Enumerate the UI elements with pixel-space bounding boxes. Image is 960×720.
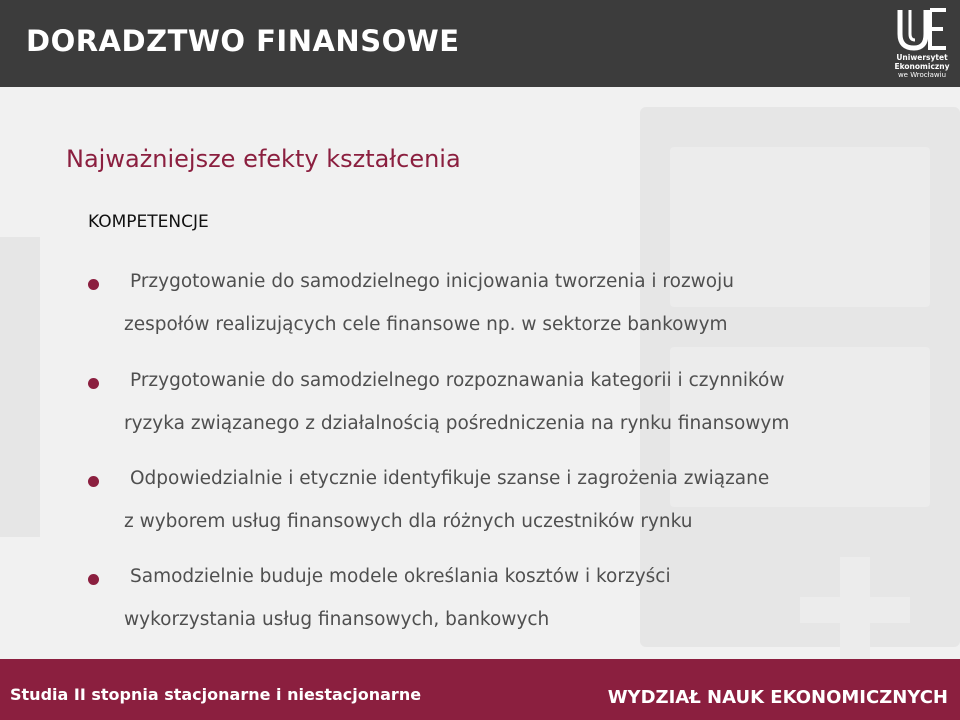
section-label: KOMPETENCJE <box>88 212 209 232</box>
page-title: DORADZTWO FINANSOWE <box>26 24 460 58</box>
list-item-line: Przygotowanie do samodzielnego rozpoznawania kategorii i czynników <box>130 370 785 391</box>
slide-content <box>0 87 960 659</box>
university-logo <box>893 8 951 82</box>
round-bullet-icon <box>88 279 99 290</box>
university-logo-icon <box>896 8 948 52</box>
logo-text-line3: we Wrocławiu <box>897 71 947 79</box>
list-item-line: Przygotowanie do samodzielnego inicjowania tworzenia i rozwoju <box>130 271 734 292</box>
list-item-line: Samodzielnie buduje modele określania kosztów i korzyści <box>130 566 671 587</box>
footer-program-label: Studia II stopnia stacjonarne i niestacjonarne <box>10 685 422 704</box>
list-item-line: Odpowiedzialnie i etycznie identyfikuje szanse i zagrożenia związane <box>130 468 770 489</box>
logo-text-line2: Ekonomiczny <box>894 62 950 71</box>
list-item-line: wykorzystania usług finansowych, bankowych <box>124 609 550 630</box>
list-item-line: ryzyka związanego z działalnością pośredniczenia na rynku finansowym <box>124 413 790 434</box>
logo-text-line1: Uniwersytet <box>896 53 948 62</box>
round-bullet-icon <box>88 574 99 585</box>
header-bar <box>0 0 960 87</box>
round-bullet-icon <box>88 476 99 487</box>
footer-faculty-label: WYDZIAŁ NAUK EKONOMICZNYCH <box>607 687 948 708</box>
slide-subtitle: Najważniejsze efekty kształcenia <box>66 145 461 173</box>
list-item-line: z wyborem usług finansowych dla różnych uczestników rynku <box>124 511 693 532</box>
round-bullet-icon <box>88 378 99 389</box>
footer-bar <box>0 659 960 720</box>
list-item-line: zespołów realizujących cele finansowe np. w sektorze bankowym <box>124 314 728 335</box>
